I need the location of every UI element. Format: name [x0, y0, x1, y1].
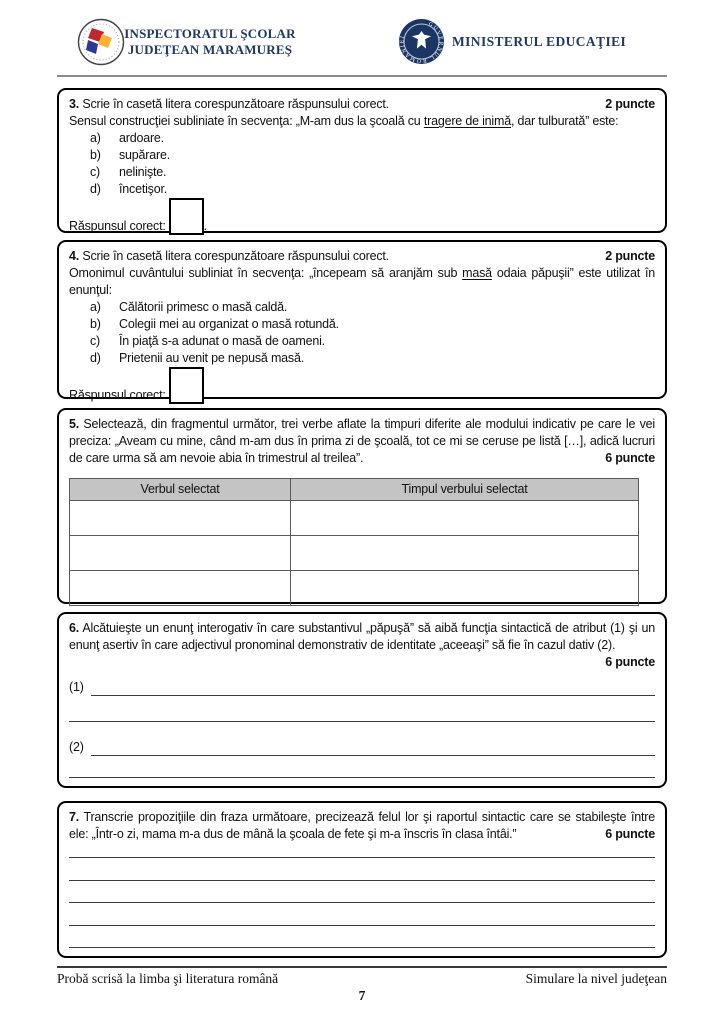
verb-table	[69, 478, 639, 606]
option-c: c) În piaţă s-a adunat o masă de oameni.	[90, 334, 325, 348]
question-3-points: 2 puncte	[605, 97, 655, 111]
writing-line[interactable]	[69, 696, 655, 723]
question-6-body	[69, 620, 655, 654]
writing-line[interactable]	[69, 880, 655, 881]
answer-line-1-row	[69, 671, 655, 696]
question-6-points: 6 puncte	[605, 655, 655, 669]
table-cell[interactable]	[291, 536, 639, 571]
seal-ring-text: GUVERNUL ROMÂNIEI	[399, 21, 444, 64]
question-4-number: 4.	[69, 249, 80, 263]
table-cell[interactable]	[70, 571, 291, 606]
writing-line[interactable]	[69, 902, 655, 903]
question-6-number: 6.	[69, 621, 80, 635]
school-inspectorate-name	[118, 26, 302, 58]
question-5-prompt: Selectează, din fragmentul următor, trei verbe aflate la timpuri diferite ale modului indicativ pe care le vei preciza: „Aveam cu mine, când m-am dus în prima zi de şcoală, tot ce mi se ceruse pe listă […], adică lucruri de care urma să am nevoie abia în trimestrul al treilea”.	[69, 417, 655, 465]
question-6-prompt: Alcătuieşte un enunţ interogativ în care substantivul „păpuşă” să aibă funcţia sintactică de atribut (1) şi un enunţ asertiv în care adjectivul pronominal demonstrativ de identitate „aceeaşi” să fie în cazul dativ (2).	[69, 621, 655, 652]
footer-subject: Probă scrisă la limba şi literatura română	[57, 971, 279, 986]
answer-period: .	[203, 219, 207, 233]
table-cell[interactable]	[70, 536, 291, 571]
question-7-number: 7.	[69, 810, 80, 824]
option-a: a) Călătorii primesc o masă caldă.	[90, 300, 288, 314]
answer-label: Răspunsul corect:	[69, 219, 166, 233]
table-cell[interactable]	[70, 501, 291, 536]
answer-label: Răspunsul corect:	[69, 388, 166, 402]
org-left-line1: INSPECTORATUL ŞCOLAR	[124, 26, 296, 41]
answer-box[interactable]	[169, 198, 204, 235]
question-3-options	[90, 130, 655, 198]
question-5-points: 6 puncte	[605, 451, 655, 465]
question-3-body: Sensul construcţiei subliniate în secvenţa: „M-am dus la şcoală cu tragere de inimă, dar tulburată” este:	[69, 114, 619, 128]
option-d: d) încetişor.	[90, 182, 168, 196]
underlined-word: masă	[462, 266, 492, 280]
question-7-points: 6 puncte	[605, 827, 655, 841]
question-5-body	[69, 416, 655, 467]
question-5-box	[57, 408, 667, 604]
question-4-box	[57, 240, 667, 402]
answer-box[interactable]	[169, 367, 204, 404]
writing-line[interactable]	[69, 756, 655, 778]
government-seal-icon	[398, 18, 445, 65]
footer	[57, 970, 667, 987]
table-cell[interactable]	[291, 501, 639, 536]
table-row	[70, 501, 639, 536]
question-7-body	[69, 809, 655, 843]
option-b: b) Colegii mei au organizat o masă rotundă.	[90, 317, 339, 331]
answer-2-label: (2)	[69, 740, 84, 755]
writing-line[interactable]	[69, 857, 655, 858]
option-b: b) supărare.	[90, 148, 171, 162]
option-a: a) ardoare.	[90, 131, 164, 145]
question-3-answer-row	[69, 198, 655, 235]
option-c: c) nelinişte.	[90, 165, 167, 179]
table-cell[interactable]	[291, 571, 639, 606]
footer-divider	[57, 966, 667, 968]
question-6-box	[57, 612, 667, 788]
question-3-box	[57, 88, 667, 233]
org-left-line2: JUDEŢEAN MARAMUREŞ	[127, 42, 293, 57]
ministry-name: MINISTERUL EDUCAŢIEI	[452, 34, 627, 49]
question-4-header	[69, 248, 655, 265]
question-3-header	[69, 96, 655, 113]
underlined-phrase: tragere de inimă	[423, 114, 511, 128]
question-5-number: 5.	[69, 417, 80, 431]
table-row	[70, 536, 639, 571]
question-3-number: 3.	[69, 97, 80, 111]
question-3-prompt: Scrie în casetă litera corespunzătoare răspunsului corect.	[82, 97, 389, 111]
answer-1-label: (1)	[69, 679, 84, 694]
question-4-body: Omonimul cuvântului subliniat în secvenţa: „începeam să aranjăm sub masă odaia păpuşii” este utilizat în enunţul:	[69, 266, 655, 297]
answer-period: .	[203, 388, 207, 402]
page-number: 7	[358, 988, 366, 1003]
question-7-prompt: Transcrie propoziţiile din fraza următoare, precizează felul lor şi raportul sintactic care se stabileşte între ele:	[69, 810, 655, 841]
question-4-prompt: Scrie în casetă litera corespunzătoare răspunsului corect.	[82, 249, 389, 263]
question-4-points: 2 puncte	[605, 249, 655, 263]
question-7-writing-area	[69, 843, 655, 948]
answer-line-2-row	[69, 722, 655, 756]
verb-table-header-row	[70, 479, 639, 501]
question-7-quote: „Într-o zi, mama m-a dus de mână la şcoala de fete şi m-a înscris în clasa întâi.”	[91, 827, 517, 841]
verb-column-header: Verbul selectat	[70, 479, 291, 501]
tense-column-header: Timpul verbului selectat	[291, 479, 639, 501]
writing-line[interactable]	[69, 925, 655, 926]
question-4-answer-row	[69, 367, 655, 404]
writing-line[interactable]	[69, 947, 655, 948]
header-divider	[57, 75, 667, 77]
footer-exam-type: Simulare la nivel judeţean	[525, 971, 667, 986]
table-row	[70, 571, 639, 606]
question-4-options	[90, 299, 655, 367]
question-7-box	[57, 801, 667, 958]
option-d: d) Prietenii au venit pe nepusă masă.	[90, 351, 304, 365]
